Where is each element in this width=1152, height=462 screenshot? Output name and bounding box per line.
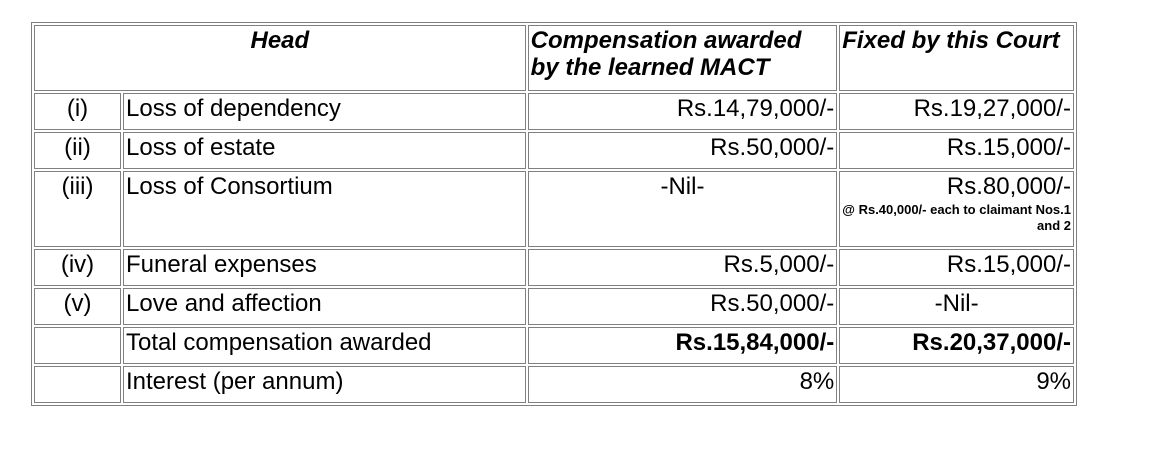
- head-cell: Love and affection: [123, 288, 526, 325]
- head-cell: Loss of Consortium: [123, 171, 526, 247]
- head-cell: Loss of dependency: [123, 93, 526, 130]
- court-total-cell: Rs.20,37,000/-: [839, 327, 1074, 364]
- mact-cell: Rs.5,000/-: [528, 249, 838, 286]
- head-cell: Interest (per annum): [123, 366, 526, 403]
- serial-cell: [34, 366, 121, 403]
- serial-cell: [34, 327, 121, 364]
- interest-row: [34, 366, 1074, 403]
- mact-total-cell: Rs.15,84,000/-: [528, 327, 838, 364]
- header-court: Fixed by this Court: [839, 25, 1074, 91]
- table-row: [34, 288, 1074, 325]
- head-cell: Total compensation awarded: [123, 327, 526, 364]
- header-mact: Compensation awarded by the learned MACT: [528, 25, 838, 91]
- serial-cell: (iii): [34, 171, 121, 247]
- table-row: [34, 132, 1074, 169]
- header-head: Head: [34, 25, 526, 91]
- serial-cell: (iv): [34, 249, 121, 286]
- table-row: [34, 93, 1074, 130]
- court-cell: [839, 171, 1074, 247]
- head-cell: Funeral expenses: [123, 249, 526, 286]
- mact-interest-cell: 8%: [528, 366, 838, 403]
- serial-cell: (v): [34, 288, 121, 325]
- mact-cell: Rs.50,000/-: [528, 132, 838, 169]
- court-cell: Rs.19,27,000/-: [839, 93, 1074, 130]
- mact-cell: Rs.50,000/-: [528, 288, 838, 325]
- mact-cell: -Nil-: [528, 171, 838, 247]
- mact-cell: Rs.14,79,000/-: [528, 93, 838, 130]
- court-cell: -Nil-: [839, 288, 1074, 325]
- compensation-table: [31, 22, 1077, 406]
- serial-cell: (i): [34, 93, 121, 130]
- court-interest-cell: 9%: [839, 366, 1074, 403]
- court-cell: Rs.15,000/-: [839, 132, 1074, 169]
- table-row: [34, 171, 1074, 247]
- total-row: [34, 327, 1074, 364]
- serial-cell: (ii): [34, 132, 121, 169]
- court-note: @ Rs.40,000/- each to claimant Nos.1 and 2: [842, 202, 1071, 233]
- table-row: [34, 249, 1074, 286]
- court-cell: Rs.15,000/-: [839, 249, 1074, 286]
- court-value: Rs.80,000/-: [946, 173, 1071, 200]
- head-cell: Loss of estate: [123, 132, 526, 169]
- header-row: [34, 25, 1074, 91]
